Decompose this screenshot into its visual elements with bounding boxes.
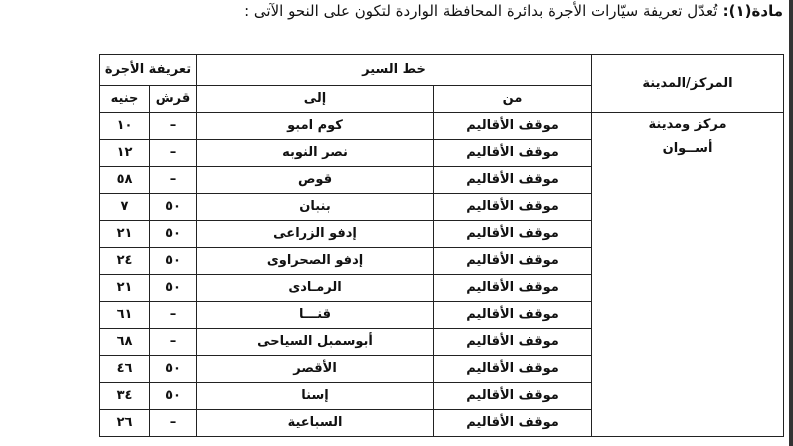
- piasters-cell: –: [150, 329, 197, 356]
- fare-table: [99, 54, 784, 437]
- pounds-cell: ٣٤: [100, 383, 150, 410]
- to-cell: الأقصر: [197, 356, 434, 383]
- pounds-cell: ٤٦: [100, 356, 150, 383]
- pounds-cell: ٢٤: [100, 248, 150, 275]
- pounds-cell: ٢١: [100, 275, 150, 302]
- pounds-cell: ٥٨: [100, 167, 150, 194]
- to-cell: السباعية: [197, 410, 434, 437]
- to-cell: بنبان: [197, 194, 434, 221]
- piasters-cell: ٥٠: [150, 383, 197, 410]
- piasters-cell: –: [150, 167, 197, 194]
- to-cell: أبوسمبل السياحى: [197, 329, 434, 356]
- city-line-1: مركز ومدينة: [648, 117, 727, 132]
- page-edge: [789, 0, 793, 446]
- to-cell: قوص: [197, 167, 434, 194]
- to-cell: إسنا: [197, 383, 434, 410]
- piasters-cell: –: [150, 140, 197, 167]
- to-cell: الرمـادى: [197, 275, 434, 302]
- from-cell: موقف الأقاليم: [434, 302, 592, 329]
- from-cell: موقف الأقاليم: [434, 383, 592, 410]
- to-cell: إدفو الزراعى: [197, 221, 434, 248]
- from-cell: موقف الأقاليم: [434, 194, 592, 221]
- pounds-cell: ١٢: [100, 140, 150, 167]
- header-from: من: [434, 86, 592, 113]
- header-to: إلى: [197, 86, 434, 113]
- header-route: خط السير: [197, 55, 592, 86]
- from-cell: موقف الأقاليم: [434, 221, 592, 248]
- from-cell: موقف الأقاليم: [434, 140, 592, 167]
- from-cell: موقف الأقاليم: [434, 167, 592, 194]
- piasters-cell: ٥٠: [150, 221, 197, 248]
- piasters-cell: ٥٠: [150, 275, 197, 302]
- piasters-cell: ٥٠: [150, 194, 197, 221]
- to-cell: نصر النوبه: [197, 140, 434, 167]
- to-cell: قنـــا: [197, 302, 434, 329]
- city-cell: [592, 113, 784, 437]
- pounds-cell: ٢٦: [100, 410, 150, 437]
- from-cell: موقف الأقاليم: [434, 248, 592, 275]
- header-fare: تعريفة الأجرة: [100, 55, 197, 86]
- pounds-cell: ٦٨: [100, 329, 150, 356]
- to-cell: كوم امبو: [197, 113, 434, 140]
- from-cell: موقف الأقاليم: [434, 410, 592, 437]
- pounds-cell: ٧: [100, 194, 150, 221]
- pounds-cell: ٢١: [100, 221, 150, 248]
- from-cell: موقف الأقاليم: [434, 356, 592, 383]
- article-heading: [243, 2, 783, 20]
- city-line-2: أســوان: [662, 141, 713, 156]
- header-city: المركز/المدينة: [592, 55, 784, 113]
- piasters-cell: –: [150, 113, 197, 140]
- piasters-cell: ٥٠: [150, 248, 197, 275]
- header-pounds: جنيه: [100, 86, 150, 113]
- header-piasters: قرش: [150, 86, 197, 113]
- fare-rows: [100, 113, 784, 437]
- from-cell: موقف الأقاليم: [434, 113, 592, 140]
- pounds-cell: ٦١: [100, 302, 150, 329]
- article-number: مادة(١):: [722, 2, 783, 20]
- from-cell: موقف الأقاليم: [434, 275, 592, 302]
- piasters-cell: ٥٠: [150, 356, 197, 383]
- from-cell: موقف الأقاليم: [434, 329, 592, 356]
- piasters-cell: –: [150, 302, 197, 329]
- to-cell: إدفو الصحراوى: [197, 248, 434, 275]
- pounds-cell: ١٠: [100, 113, 150, 140]
- table-row: [100, 113, 784, 140]
- piasters-cell: –: [150, 410, 197, 437]
- article-text: تُعدّل تعريفة سيّارات الأجرة بدائرة المحافظة الواردة لتكون على النحو الآتى :: [244, 2, 718, 20]
